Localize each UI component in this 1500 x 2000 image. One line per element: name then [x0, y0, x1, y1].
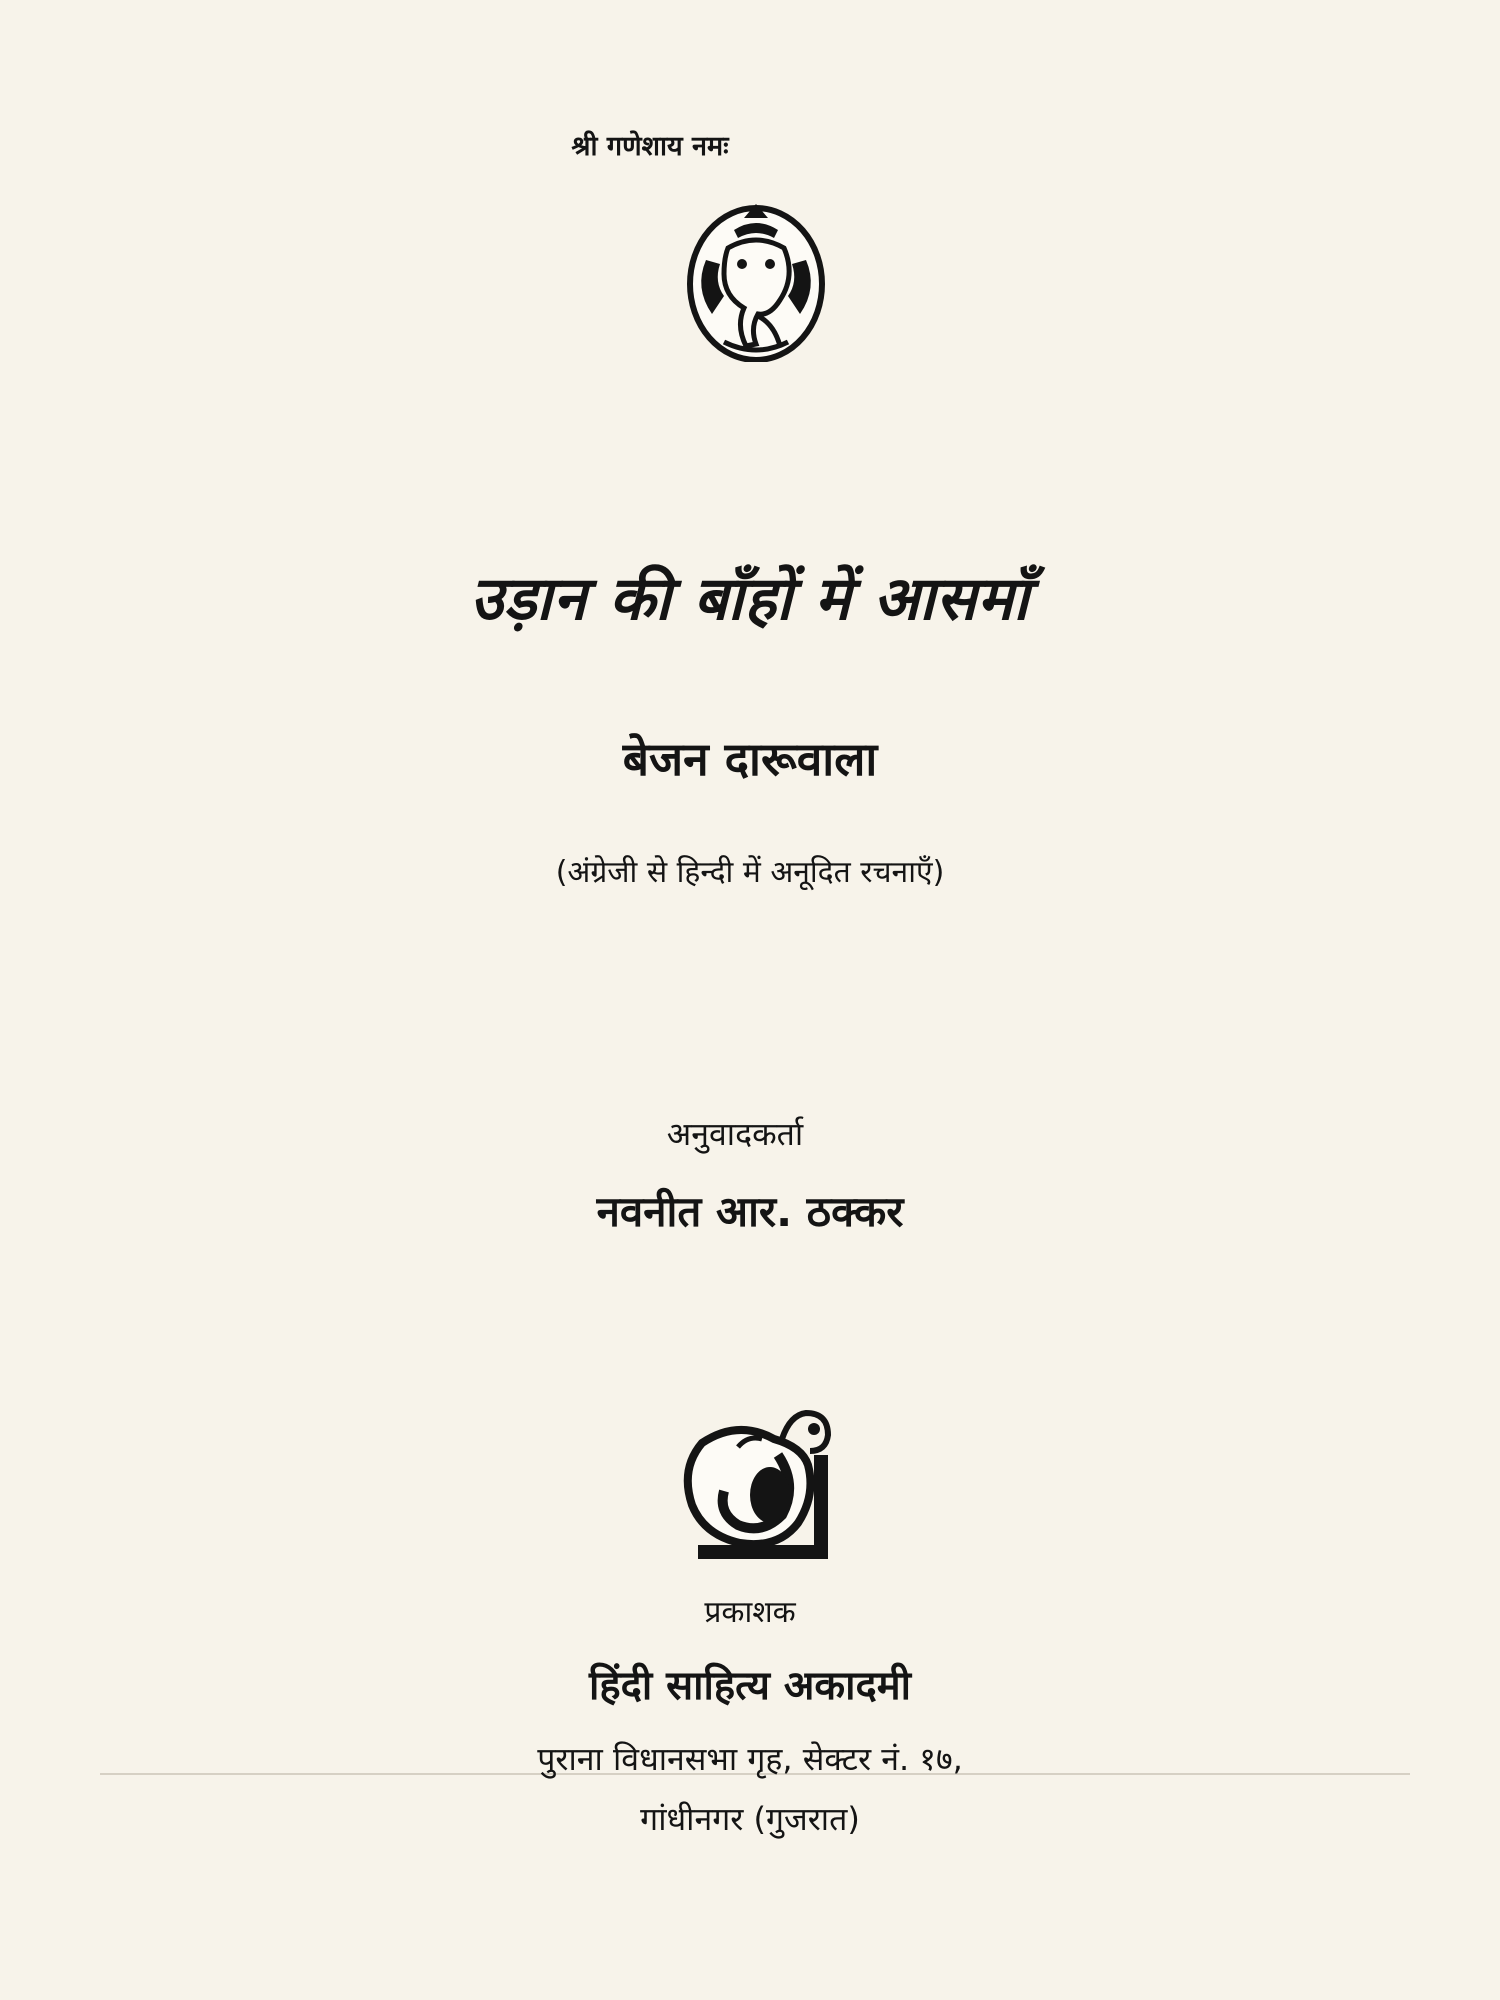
publisher-logo-icon — [678, 1395, 842, 1563]
book-title: उड़ान की बाँहों में आसमाँ — [470, 564, 1030, 634]
publisher-name: हिंदी साहित्य अकादमी — [588, 1663, 911, 1709]
book-subtitle: (अंग्रेजी से हिन्दी में अनूदित रचनाएँ) — [555, 855, 945, 890]
translator-label: अनुवादकर्ता — [666, 1115, 804, 1153]
translator-name: नवनीत आर. ठक्कर — [596, 1187, 904, 1236]
publisher-label: प्रकाशक — [704, 1595, 796, 1630]
author-name: बेजन दारूवाला — [622, 732, 878, 786]
publisher-address-line1: पुराना विधानसभा गृह, सेक्टर नं. १७, — [537, 1740, 963, 1778]
ganesh-emblem-icon — [684, 196, 828, 362]
invocation: श्री गणेशाय नमः — [571, 131, 729, 162]
publisher-address-line2: गांधीनगर (गुजरात) — [640, 1800, 860, 1838]
